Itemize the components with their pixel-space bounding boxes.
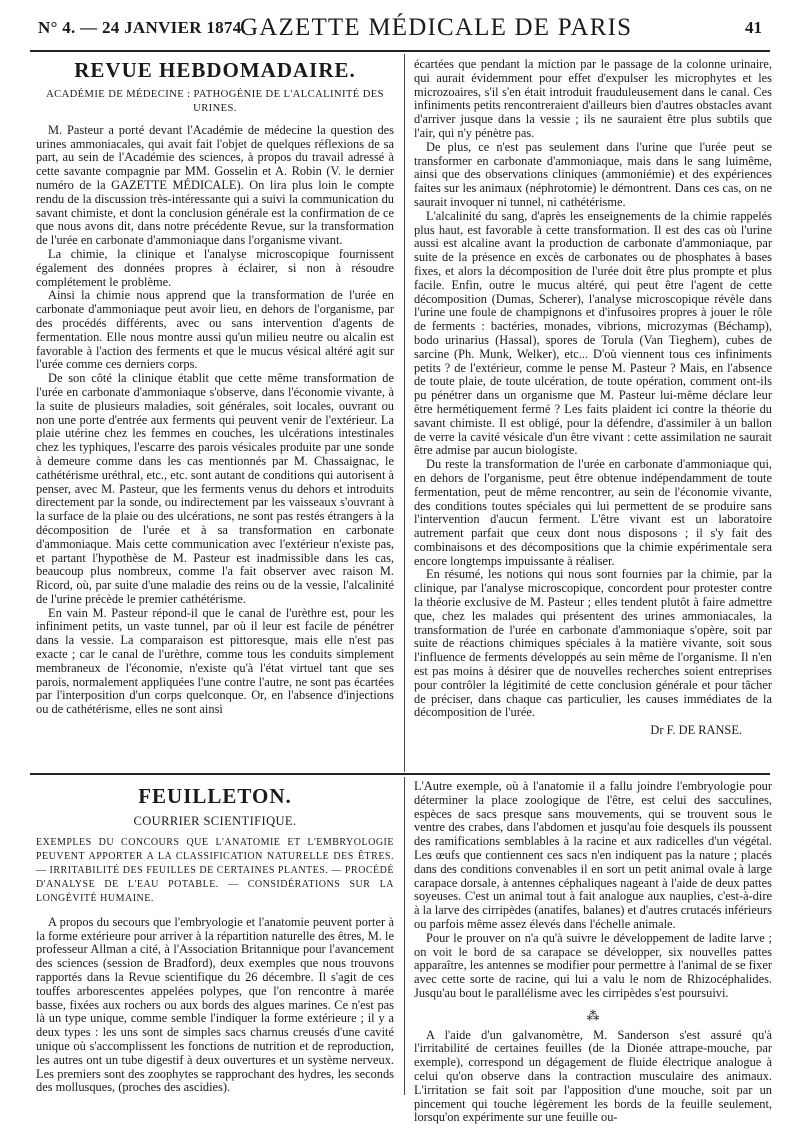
- paragraph: Du reste la transformation de l'urée en carbonate d'ammoniaque qui, en dehors de l'organisme, peut être obtenue indépendamment de toute fermentation, peut de même rencontrer, au sein de l'économie vivante, des conditions toutes spéciales qui lui permettent de se produire sans l'intervention d'aucun ferment. L'être vivant est un laboratoire autrement parfait que ceux dont nous disposons ; il s'y fait des combinaisons et des décompositions que la chimie expérimentale sera encore longtemps impuissante à réaliser.: [414, 457, 772, 568]
- feuilleton-subtitle: COURRIER SCIENTIFIQUE.: [133, 813, 297, 828]
- paragraph: De plus, ce n'est pas seulement dans l'urine que l'urée peut se transformer en carbonate d'ammoniaque, mais dans le sang luimême, ainsi que des observations cliniques (ammoniémie) et des expériences faites sur les animaux (néphrotomie) le démontrent. Dans ces cas, on ne saurait invoquer ni tunnel, ni cathétérisme.: [414, 139, 772, 209]
- feuilleton-summary: EXEMPLES DU CONCOURS QUE L'ANATOMIE ET L'EMBRYOLOGIE PEUVENT APPORTER A LA CLASSIFICATION NATURELLE DES ÊTRES. — IRRITABILITÉ DES FEUILLES DE CERTAINES PLANTES. — PROCÉDÉ D'ANALYSE DE L'EAU POTABLE. — CONSIDÉRATIONS SUR LA LONGÉVITÉ HUMAINE.: [36, 836, 394, 904]
- masthead-rule: [30, 50, 770, 52]
- paragraph: A l'aide d'un galvanomètre, M. Sanderson s'est assuré qu'à l'irritabilité de certaines feuilles (de la Dionée attrape-mouche, par exemple), correspond un dégagement de fluide électrique analogue à celui qu'on observe dans la contraction musculaire des animaux. L'irritation se fait soit par l'apposition d'une mouche, soit par un pincement qui touche légèrement les bords de la feuille seulement, lorsqu'on expérimente sur une feuille ou-: [414, 1027, 772, 1125]
- paragraph: En résumé, les notions qui nous sont fournies par la chimie, par la clinique, par l'analyse microscopique, concordent pour protester contre la théorie exclusive de M. Pasteur ; elles tendent plutôt à faire admettre que, chez les malades qui présentent des urines ammoniacales, la transformation de l'urée en carbonate d'ammoniaque s'opère, soit par suite de réactions chimiques spéciales à la matière vivante, soit sous l'influence de ferments développés au sein même de l'organisme. Il n'en est pas moins à désirer que de nouvelles recherches soient entreprises pour contrôler la légitimité de cette conclusion générale et pour tâcher de préciser, dans chaque cas particulier, les causes immédiates de la décomposition de l'urée.: [414, 567, 772, 720]
- revue-right-column: [414, 58, 772, 738]
- issue-number: N° 4. — 24 JANVIER 1874.: [38, 18, 247, 37]
- author-signature: Dr F. DE RANSE.: [650, 723, 742, 738]
- paragraph: écartées que pendant la miction par le passage de la colonne urinaire, qui aurait évidemment pour effet d'expulser les microphytes et les microzoaires, s'il s'en était introduit frauduleusement dans le canal. Ces infiniments petits rencontreraient d'ailleurs bien d'autres obstacles avant d'arriver jusque dans la vessie ; ils ne sauraient être plus subtils que l'air, qui n'y pénètre pas.: [414, 57, 772, 140]
- paragraph: De son côté la clinique établit que cette même transformation de l'urée en carbonate d'ammoniaque s'observe, dans l'économie vivante, à la suite de plusieurs maladies, soit générales, soit locales, ouvrant ou non une porte d'entrée aux ferments qui peuvent venir de l'extérieur. La plaie utérine chez les femmes en couches, les ulcérations intestinales chez les typhiques, l'escarre des parois vésicales produite par une sonde à demeure comme dans les cas mentionnés par M. Chassaignac, le cathétérisme uréthral, etc., etc. sont autant de conditions qui autorisent à penser, avec M. Pasteur, que les ferments venus du dehors et introduits directement par la sonde, ou indirectement par les vaisseaux s'ouvrant à la surface de la plaie ou des ulcérations, ne sont pas restés étrangers à la décomposition de l'urée et à sa transformation en carbonate d'ammoniaque. Mais cette communication avec l'extérieur n'existe pas, et partant l'hypothèse de M. Pasteur est inadmissible dans les cas, beaucoup plus nombreux, comme l'a fait observer avec raison M. Ricord, où, par suite d'une maladie des reins ou de la vessie, l'alcalinité de l'urine précède le premier cathétérisme.: [36, 371, 394, 606]
- feuilleton-rule: [30, 773, 770, 775]
- revue-left-column: [36, 58, 394, 717]
- column-divider: [404, 777, 405, 1095]
- section-separator: ⁂: [586, 1007, 600, 1023]
- feuilleton-right-column: [414, 780, 772, 1125]
- newspaper-title: GAZETTE MÉDICALE DE PARIS: [240, 14, 633, 41]
- paragraph: A propos du secours que l'embryologie et l'anatomie peuvent porter à la forme extérieure pour arriver à la répartition naturelle des êtres, M. le professeur Allman a cité, à l'Association Britannique pour l'avancement des sciences (session de Bradford), deux exemples que nous trouvons rapportés dans la Revue scientifique du 26 décembre. Il s'agit de ces touffes arborescentes appelées polypes, que l'on rencontre à marée basse, fixées aux rochers ou aux bords des algues marines. Ce n'est pas là un type unique, comme semble l'indiquer la forme extérieure ; il y a deux types : les uns sont de simples sacs charnus creusés d'une cavité unique où s'accomplissent les fonctions de nutrition et de reproduction, les autres ont un tube digestif à deux ouvertures et un système nerveux. Les premiers sont des zoophytes se rapprochant des hydres, les seconds des mollusques, (proches des ascidies).: [36, 914, 394, 1095]
- paragraph: La chimie, la clinique et l'analyse microscopique fournissent également des données propres à éclairer, si non à résoudre complétement le problème.: [36, 246, 394, 289]
- paragraph: Ainsi la chimie nous apprend que la transformation de l'urée en carbonate d'ammoniaque peut avoir lieu, en dehors de l'organisme, par des procédés différents, avec ou sans intervention d'agents de fermentation. Elle nous montre aussi qu'un milieu neutre ou alcalin est favorable à l'action des ferments et que le mucus vésical altéré agit sur l'urée comme ces derniers corps.: [36, 288, 394, 372]
- feuilleton-title: FEUILLETON.: [138, 784, 292, 808]
- masthead: [30, 14, 770, 44]
- paragraph: Pour le prouver on n'a qu'à suivre le développement de ladite larve ; on voit le bord de sa carapace se développer, six nouvelles pattes apparaître, les antennes se modifier pour permettre à l'animal de se fixer avec cette sorte de racine, qui lui a valu le nom de Rhizocéphalides. Jusqu'au bout le parallélisme avec les cirripèdes s'est poursuivi.: [414, 930, 772, 1000]
- revue-subtitle: ACADÉMIE DE MÉDECINE : PATHOGÉNIE DE L'ALCALINITÉ DES URINES.: [46, 88, 384, 114]
- page-number: 41: [745, 18, 762, 37]
- feuilleton-left-column: [36, 784, 394, 1095]
- paragraph: M. Pasteur a porté devant l'Académie de médecine la question des urines ammoniacales, qui avait fait l'objet de quelques réflexions de sa part, au sein de l'Académie des sciences, à propos du travail adressé à cette savante compagnie par MM. Gosselin et A. Robin (V. le dernier numéro de la GAZETTE MÉDICALE). On lira plus loin le compte rendu de la discussion très-intéressante qui a suivi la communication du savant chimiste, et dont la conclusion générale est la confirmation de ce que nous avons dit, dans notre précédente Revue, sur la transformation de l'urée en carbonate d'ammoniaque dans l'organisme vivant.: [36, 122, 394, 248]
- paragraph: L'Autre exemple, où à l'anatomie il a fallu joindre l'embryologie pour déterminer la place zoologique de l'être, est celui des sacculines, espèces de sacs presque sans mouvements, qui se trouvent sous le ventre des crabes, dans l'abdomen et jusqu'au foie desquels ils poussent des ramifications semblables à la racine et aux radicelles d'un végétal. Les œufs que contiennent ces sacs n'en indiquent pas la nature ; placés dans des conditions convenables il en sort un petit animal ovale à large carapace dorsale, à antennes céphaliques nageant à l'aide de deux pattes soyeuses. C'est un animal tout à fait analogue aux nauplies, c'est-à-dire à la larve des cirripèdes (anatifes, balanes) et d'autres crutacés inférieurs ou parfois même assez élevés dans l'échelle animale.: [414, 779, 772, 931]
- revue-title: REVUE HEBDOMADAIRE.: [74, 58, 356, 82]
- paragraph: En vain M. Pasteur répond-il que le canal de l'urèthre est, pour les infiniment petits, un vaste tunnel, par où il leur est facile de pénétrer dans la vessie. La comparaison est pittoresque, mais elle n'est pas exacte ; car le canal de l'urèthre, comme tous les conduits simplement membraneux de l'économie, n'existe qu'à l'état virtuel tant que ses parois, normalement appliquées l'une contre l'autre, ne sont pas écartées par l'interposition d'un corps quelconque. Or, en l'absence d'injections ou de cathétérisme, elles ne sont ainsi: [36, 605, 394, 717]
- column-divider: [404, 54, 405, 772]
- paragraph: L'alcalinité du sang, d'après les enseignements de la chimie rappelés plus haut, est favorable à cette transformation. Il est des cas où l'urine aussi est alcaline avant la production de carbonate d'ammoniaque, par suite de la présence en excès de carbonates ou de phosphates à bases fixes, et alors la décomposition de l'urée doit être plus prompte et plus facile. Enfin, outre le mucus altéré, qui peut être l'agent de cette décomposition (Dumas, Scherer), l'analyse microscopique révèle dans l'urine une foule de champignons et d'infusoires propres à jouer le rôle de ferments : bactéries, monades, vibrions, microzymas (Béchamp), bodo urinarius (Hassal), spores de Torula (Van Tieghem), cubes de sarcine (Ph. Munk, Welker), etc... D'où viennent tous ces infiniments petits ? de l'extérieur, comme le pense M. Pasteur ? Mais, en l'absence de toute plaie, de toute ulcération, de toute opération, comment ont-ils pu pénétrer dans un organisme que M. Pasteur lui-même déclare leur être hermétiquement fermé ? Les faits plaident ici contre la théorie du savant chimiste. Il est obligé, pour la défendre, d'assimiler à un ballon de verre la cavité vésicale d'un être vivant : cette assimilation ne saurait être admise par aucun biologiste.: [414, 208, 772, 458]
